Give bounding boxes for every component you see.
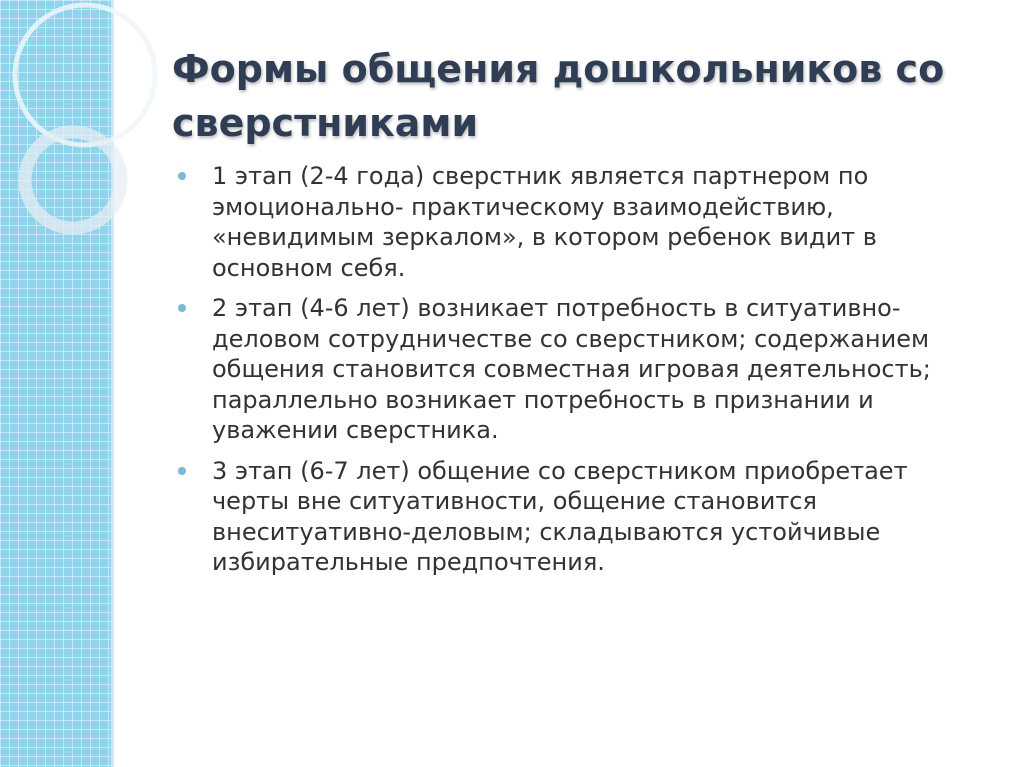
decorative-rings: [0, 0, 160, 300]
bullet-text: 1 этап (2-4 года) сверстник является партнером по эмоционально- практическому взаимодействию, «невидимым зеркалом», в котором ребенок видит в основном себя.: [212, 162, 877, 282]
slide-title: Формы общения дошкольников со сверстниками: [172, 47, 945, 145]
bullet-item: [176, 161, 986, 283]
bullet-dot-icon: [178, 304, 186, 312]
bullet-dot-icon: [178, 172, 186, 180]
bullet-dot-icon: [178, 467, 186, 475]
bullet-text: 3 этап (6-7 лет) общение со сверстником приобретает черты вне ситуативности, общение становится внеситуативно-деловым; складываются устойчивые избирательные предпочтения.: [212, 456, 908, 576]
bullet-item: [176, 456, 986, 578]
large-ring: [15, 5, 155, 145]
bullet-text: 2 этап (4-6 лет) возникает потребность в ситуативно-деловом сотрудничестве со сверстником; содержанием общения становится совместная игровая деятельность; параллельно возникает потребность в признании и уважении сверстника.: [212, 294, 931, 444]
bullet-item: [176, 293, 986, 446]
bullet-list: [176, 161, 986, 588]
